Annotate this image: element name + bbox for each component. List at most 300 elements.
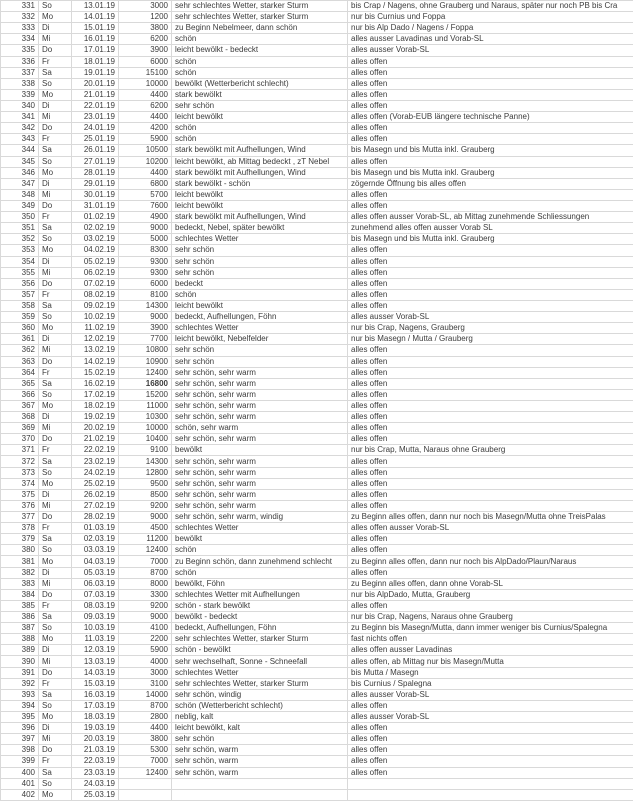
cell-row-number[interactable]: 369	[1, 423, 39, 434]
cell-date[interactable]: 22.03.19	[72, 756, 119, 767]
cell-row-number[interactable]: 381	[1, 556, 39, 567]
cell-weekday[interactable]: Mo	[39, 167, 72, 178]
cell-date[interactable]: 01.02.19	[72, 212, 119, 223]
cell-weekday[interactable]: Fr	[39, 445, 72, 456]
cell-lift-status[interactable]: alles offen	[348, 278, 633, 289]
cell-visitor-count[interactable]: 6200	[119, 100, 172, 111]
cell-row-number[interactable]: 388	[1, 634, 39, 645]
cell-weekday[interactable]: Mi	[39, 34, 72, 45]
cell-row-number[interactable]: 376	[1, 500, 39, 511]
cell-row-number[interactable]: 342	[1, 123, 39, 134]
cell-visitor-count[interactable]: 6000	[119, 56, 172, 67]
cell-visitor-count[interactable]: 8700	[119, 700, 172, 711]
cell-date[interactable]: 11.02.19	[72, 323, 119, 334]
cell-lift-status[interactable]: alles offen	[348, 367, 633, 378]
cell-weekday[interactable]: Mo	[39, 712, 72, 723]
cell-weekday[interactable]: Di	[39, 412, 72, 423]
cell-date[interactable]: 06.03.19	[72, 578, 119, 589]
cell-lift-status[interactable]: nur bis Crap, Nagens, Naraus ohne Grauberg	[348, 612, 633, 623]
cell-lift-status[interactable]: zu Beginn alles offen, dann nur noch bis Masegn/Mutta ohne TreisPalas	[348, 512, 633, 523]
cell-date[interactable]: 03.03.19	[72, 545, 119, 556]
cell-weather[interactable]: stark bewölkt - schön	[172, 178, 348, 189]
cell-row-number[interactable]: 375	[1, 489, 39, 500]
cell-row-number[interactable]: 349	[1, 200, 39, 211]
cell-lift-status[interactable]: alles offen	[348, 189, 633, 200]
cell-date[interactable]: 07.03.19	[72, 589, 119, 600]
cell-weekday[interactable]: Mi	[39, 189, 72, 200]
cell-visitor-count[interactable]: 7700	[119, 334, 172, 345]
cell-weekday[interactable]: Do	[39, 434, 72, 445]
cell-lift-status[interactable]: alles offen	[348, 345, 633, 356]
cell-visitor-count[interactable]: 12400	[119, 545, 172, 556]
cell-visitor-count[interactable]: 3000	[119, 1, 172, 12]
cell-row-number[interactable]: 387	[1, 623, 39, 634]
cell-weekday[interactable]: Fr	[39, 212, 72, 223]
cell-visitor-count[interactable]: 4400	[119, 112, 172, 123]
cell-visitor-count[interactable]: 6000	[119, 278, 172, 289]
cell-weekday[interactable]: So	[39, 623, 72, 634]
cell-lift-status[interactable]: alles ausser Vorab-SL	[348, 712, 633, 723]
cell-visitor-count[interactable]: 9000	[119, 223, 172, 234]
cell-weather[interactable]: bewölkt - bedeckt	[172, 612, 348, 623]
cell-weekday[interactable]: Sa	[39, 145, 72, 156]
cell-weekday[interactable]: Do	[39, 356, 72, 367]
cell-weekday[interactable]: Fr	[39, 289, 72, 300]
cell-weekday[interactable]: So	[39, 467, 72, 478]
cell-date[interactable]: 10.03.19	[72, 623, 119, 634]
cell-date[interactable]: 04.02.19	[72, 245, 119, 256]
cell-row-number[interactable]: 358	[1, 300, 39, 311]
cell-weather[interactable]: stark bewölkt mit Aufhellungen, Wind	[172, 212, 348, 223]
cell-visitor-count[interactable]: 8500	[119, 489, 172, 500]
cell-weather[interactable]: sehr schön, warm	[172, 767, 348, 778]
cell-row-number[interactable]: 359	[1, 312, 39, 323]
cell-date[interactable]: 12.03.19	[72, 645, 119, 656]
cell-weather[interactable]: leicht bewölkt, kalt	[172, 723, 348, 734]
cell-row-number[interactable]: 353	[1, 245, 39, 256]
cell-weather[interactable]: leicht bewölkt	[172, 300, 348, 311]
cell-weekday[interactable]: Mi	[39, 734, 72, 745]
cell-visitor-count[interactable]: 10200	[119, 156, 172, 167]
cell-visitor-count[interactable]	[119, 778, 172, 789]
cell-visitor-count[interactable]: 14000	[119, 689, 172, 700]
cell-weather[interactable]: sehr schlechtes Wetter, starker Sturm	[172, 1, 348, 12]
cell-lift-status[interactable]: zu Beginn alles offen, dann ohne Vorab-SL	[348, 578, 633, 589]
cell-date[interactable]: 14.02.19	[72, 356, 119, 367]
cell-lift-status[interactable]: alles offen	[348, 200, 633, 211]
cell-visitor-count[interactable]: 8100	[119, 289, 172, 300]
cell-weekday[interactable]: So	[39, 78, 72, 89]
cell-visitor-count[interactable]: 14300	[119, 456, 172, 467]
cell-visitor-count[interactable]: 11200	[119, 534, 172, 545]
cell-weather[interactable]: bedeckt, Nebel, später bewölkt	[172, 223, 348, 234]
cell-weekday[interactable]: Di	[39, 178, 72, 189]
cell-date[interactable]: 13.03.19	[72, 656, 119, 667]
cell-date[interactable]: 20.03.19	[72, 734, 119, 745]
cell-lift-status[interactable]: alles offen	[348, 378, 633, 389]
cell-date[interactable]: 05.02.19	[72, 256, 119, 267]
cell-row-number[interactable]: 380	[1, 545, 39, 556]
cell-lift-status[interactable]: bis Curnius / Spalegna	[348, 678, 633, 689]
cell-date[interactable]: 15.02.19	[72, 367, 119, 378]
cell-lift-status[interactable]: nur bis Crap, Mutta, Naraus ohne Grauberg	[348, 445, 633, 456]
cell-date[interactable]: 13.02.19	[72, 345, 119, 356]
cell-lift-status[interactable]: alles offen	[348, 123, 633, 134]
cell-row-number[interactable]: 346	[1, 167, 39, 178]
cell-weekday[interactable]: Mo	[39, 245, 72, 256]
cell-weekday[interactable]: Mo	[39, 89, 72, 100]
cell-visitor-count[interactable]: 7600	[119, 200, 172, 211]
cell-weekday[interactable]: Fr	[39, 134, 72, 145]
cell-row-number[interactable]: 389	[1, 645, 39, 656]
cell-date[interactable]: 25.01.19	[72, 134, 119, 145]
cell-date[interactable]: 28.02.19	[72, 512, 119, 523]
cell-weekday[interactable]: Do	[39, 745, 72, 756]
cell-weekday[interactable]: So	[39, 778, 72, 789]
cell-row-number[interactable]: 394	[1, 700, 39, 711]
cell-lift-status[interactable]: alles offen	[348, 134, 633, 145]
cell-date[interactable]: 25.02.19	[72, 478, 119, 489]
cell-row-number[interactable]: 331	[1, 1, 39, 12]
cell-date[interactable]: 21.03.19	[72, 745, 119, 756]
cell-row-number[interactable]: 334	[1, 34, 39, 45]
cell-date[interactable]: 20.02.19	[72, 423, 119, 434]
cell-visitor-count[interactable]: 1200	[119, 12, 172, 23]
cell-lift-status[interactable]: alles offen	[348, 67, 633, 78]
cell-lift-status[interactable]: alles offen	[348, 489, 633, 500]
cell-weather[interactable]: schlechtes Wetter	[172, 234, 348, 245]
cell-visitor-count[interactable]: 8700	[119, 567, 172, 578]
cell-weather[interactable]: bedeckt, Aufhellungen, Föhn	[172, 312, 348, 323]
cell-weather[interactable]: stark bewölkt mit Aufhellungen, Wind	[172, 145, 348, 156]
cell-date[interactable]: 17.01.19	[72, 45, 119, 56]
cell-lift-status[interactable]: nur bis Curnius und Foppa	[348, 12, 633, 23]
cell-row-number[interactable]: 337	[1, 67, 39, 78]
cell-lift-status[interactable]: alles offen	[348, 156, 633, 167]
cell-lift-status[interactable]: nur bis Masegn / Mutta / Grauberg	[348, 334, 633, 345]
cell-weekday[interactable]: Do	[39, 45, 72, 56]
cell-weather[interactable]: schlechtes Wetter	[172, 523, 348, 534]
cell-weekday[interactable]: Mi	[39, 578, 72, 589]
cell-weekday[interactable]: Mo	[39, 478, 72, 489]
cell-date[interactable]: 03.02.19	[72, 234, 119, 245]
cell-weather[interactable]: schlechtes Wetter	[172, 667, 348, 678]
cell-lift-status[interactable]	[348, 778, 633, 789]
cell-date[interactable]: 26.02.19	[72, 489, 119, 500]
cell-date[interactable]: 01.03.19	[72, 523, 119, 534]
cell-weather[interactable]: schön	[172, 34, 348, 45]
cell-visitor-count[interactable]: 9300	[119, 267, 172, 278]
cell-visitor-count[interactable]: 3800	[119, 23, 172, 34]
cell-lift-status[interactable]: zu Beginn alles offen, dann nur noch bis AlpDado/Plaun/Naraus	[348, 556, 633, 567]
cell-visitor-count[interactable]: 6200	[119, 34, 172, 45]
cell-lift-status[interactable]: alles offen	[348, 289, 633, 300]
cell-date[interactable]: 02.03.19	[72, 534, 119, 545]
cell-date[interactable]: 24.03.19	[72, 778, 119, 789]
cell-visitor-count[interactable]: 12800	[119, 467, 172, 478]
cell-weather[interactable]: sehr schön, sehr warm	[172, 434, 348, 445]
cell-visitor-count[interactable]: 14300	[119, 300, 172, 311]
cell-weekday[interactable]: Mi	[39, 345, 72, 356]
cell-row-number[interactable]: 333	[1, 23, 39, 34]
cell-weather[interactable]: leicht bewölkt	[172, 200, 348, 211]
cell-lift-status[interactable]: zu Beginn bis Masegn/Mutta, dann immer weniger bis Curnius/Spalegna	[348, 623, 633, 634]
cell-visitor-count[interactable]: 7000	[119, 756, 172, 767]
cell-date[interactable]: 20.01.19	[72, 78, 119, 89]
cell-weather[interactable]: zu Beginn Nebelmeer, dann schön	[172, 23, 348, 34]
cell-weekday[interactable]: So	[39, 234, 72, 245]
cell-date[interactable]: 05.03.19	[72, 567, 119, 578]
cell-weather[interactable]: leicht bewölkt	[172, 189, 348, 200]
cell-visitor-count[interactable]: 5300	[119, 745, 172, 756]
cell-row-number[interactable]: 371	[1, 445, 39, 456]
cell-weather[interactable]: sehr schön, sehr warm	[172, 456, 348, 467]
cell-lift-status[interactable]: alles offen	[348, 300, 633, 311]
cell-weather[interactable]: sehr schlechtes Wetter, starker Sturm	[172, 12, 348, 23]
cell-weather[interactable]: schön	[172, 123, 348, 134]
cell-weather[interactable]: sehr schön	[172, 356, 348, 367]
cell-visitor-count[interactable]: 5900	[119, 645, 172, 656]
cell-row-number[interactable]: 396	[1, 723, 39, 734]
cell-row-number[interactable]: 378	[1, 523, 39, 534]
cell-date[interactable]: 09.03.19	[72, 612, 119, 623]
cell-date[interactable]: 17.02.19	[72, 389, 119, 400]
cell-weather[interactable]: schlechtes Wetter	[172, 323, 348, 334]
cell-date[interactable]: 23.01.19	[72, 112, 119, 123]
cell-weekday[interactable]: Sa	[39, 67, 72, 78]
cell-visitor-count[interactable]: 4900	[119, 212, 172, 223]
cell-weekday[interactable]: Sa	[39, 612, 72, 623]
cell-lift-status[interactable]: bis Masegn und bis Mutta inkl. Grauberg	[348, 234, 633, 245]
cell-visitor-count[interactable]: 4400	[119, 89, 172, 100]
cell-visitor-count[interactable]: 3300	[119, 589, 172, 600]
cell-date[interactable]: 29.01.19	[72, 178, 119, 189]
cell-weather[interactable]: schön - stark bewölkt	[172, 600, 348, 611]
cell-row-number[interactable]: 379	[1, 534, 39, 545]
cell-row-number[interactable]: 391	[1, 667, 39, 678]
cell-weekday[interactable]: Sa	[39, 534, 72, 545]
cell-date[interactable]: 08.03.19	[72, 600, 119, 611]
cell-date[interactable]: 18.03.19	[72, 712, 119, 723]
cell-row-number[interactable]: 357	[1, 289, 39, 300]
cell-row-number[interactable]: 366	[1, 389, 39, 400]
cell-visitor-count[interactable]: 9500	[119, 478, 172, 489]
cell-weather[interactable]: sehr schön, sehr warm	[172, 478, 348, 489]
cell-row-number[interactable]: 402	[1, 789, 39, 800]
cell-weekday[interactable]: Mo	[39, 789, 72, 800]
cell-date[interactable]: 21.01.19	[72, 89, 119, 100]
cell-lift-status[interactable]: alles offen	[348, 545, 633, 556]
cell-row-number[interactable]: 398	[1, 745, 39, 756]
cell-visitor-count[interactable]: 9200	[119, 500, 172, 511]
cell-row-number[interactable]: 352	[1, 234, 39, 245]
cell-weather[interactable]: sehr schön, sehr warm	[172, 389, 348, 400]
cell-visitor-count[interactable]: 4000	[119, 656, 172, 667]
cell-row-number[interactable]: 382	[1, 567, 39, 578]
cell-date[interactable]: 04.03.19	[72, 556, 119, 567]
cell-date[interactable]: 16.02.19	[72, 378, 119, 389]
cell-visitor-count[interactable]: 10000	[119, 78, 172, 89]
cell-weather[interactable]: sehr schön	[172, 345, 348, 356]
cell-visitor-count[interactable]: 4500	[119, 523, 172, 534]
cell-row-number[interactable]: 367	[1, 400, 39, 411]
cell-weather[interactable]: schön	[172, 545, 348, 556]
cell-visitor-count[interactable]: 3000	[119, 667, 172, 678]
cell-row-number[interactable]: 336	[1, 56, 39, 67]
cell-weather[interactable]: sehr schlechtes Wetter, starker Sturm	[172, 678, 348, 689]
cell-weather[interactable]: sehr wechselhaft, Sonne - Schneefall	[172, 656, 348, 667]
cell-weekday[interactable]: Fr	[39, 523, 72, 534]
cell-weather[interactable]: schön (Wetterbericht schlecht)	[172, 700, 348, 711]
cell-date[interactable]: 24.02.19	[72, 467, 119, 478]
cell-lift-status[interactable]: alles offen	[348, 534, 633, 545]
cell-weekday[interactable]: Fr	[39, 678, 72, 689]
cell-date[interactable]: 18.02.19	[72, 400, 119, 411]
cell-visitor-count[interactable]: 9200	[119, 600, 172, 611]
cell-weekday[interactable]: Do	[39, 667, 72, 678]
cell-row-number[interactable]: 362	[1, 345, 39, 356]
cell-row-number[interactable]: 386	[1, 612, 39, 623]
cell-weather[interactable]: sehr schlechtes Wetter, starker Sturm	[172, 634, 348, 645]
cell-visitor-count[interactable]: 16800	[119, 378, 172, 389]
cell-visitor-count[interactable]: 10900	[119, 356, 172, 367]
cell-weather[interactable]: sehr schön	[172, 245, 348, 256]
cell-row-number[interactable]: 372	[1, 456, 39, 467]
cell-lift-status[interactable]: alles offen	[348, 400, 633, 411]
cell-lift-status[interactable]: alles offen	[348, 267, 633, 278]
cell-lift-status[interactable]: alles offen	[348, 767, 633, 778]
cell-weekday[interactable]: So	[39, 312, 72, 323]
cell-lift-status[interactable]: alles offen	[348, 56, 633, 67]
cell-weekday[interactable]: Do	[39, 200, 72, 211]
cell-lift-status[interactable]: alles offen	[348, 467, 633, 478]
cell-weekday[interactable]: Sa	[39, 689, 72, 700]
cell-row-number[interactable]: 347	[1, 178, 39, 189]
cell-lift-status[interactable]: bis Mutta / Masegn	[348, 667, 633, 678]
cell-visitor-count[interactable]: 4400	[119, 167, 172, 178]
cell-weekday[interactable]: So	[39, 700, 72, 711]
cell-row-number[interactable]: 340	[1, 100, 39, 111]
cell-visitor-count[interactable]: 6800	[119, 178, 172, 189]
cell-visitor-count[interactable]: 9000	[119, 512, 172, 523]
cell-weather[interactable]: leicht bewölkt, Nebelfelder	[172, 334, 348, 345]
cell-row-number[interactable]: 351	[1, 223, 39, 234]
cell-visitor-count[interactable]: 10300	[119, 412, 172, 423]
cell-date[interactable]: 09.02.19	[72, 300, 119, 311]
cell-weekday[interactable]: Mo	[39, 323, 72, 334]
cell-row-number[interactable]: 341	[1, 112, 39, 123]
cell-lift-status[interactable]	[348, 789, 633, 800]
cell-visitor-count[interactable]: 10400	[119, 434, 172, 445]
cell-date[interactable]: 19.03.19	[72, 723, 119, 734]
cell-weather[interactable]: schön - bewölkt	[172, 645, 348, 656]
cell-weekday[interactable]: Di	[39, 723, 72, 734]
cell-visitor-count[interactable]: 5000	[119, 234, 172, 245]
cell-visitor-count[interactable]: 15100	[119, 67, 172, 78]
cell-lift-status[interactable]: bis Crap / Nagens, ohne Grauberg und Naraus, später nur noch PB bis Cra	[348, 1, 633, 12]
cell-row-number[interactable]: 385	[1, 600, 39, 611]
cell-date[interactable]: 18.01.19	[72, 56, 119, 67]
cell-row-number[interactable]: 374	[1, 478, 39, 489]
cell-date[interactable]: 26.01.19	[72, 145, 119, 156]
cell-date[interactable]: 23.02.19	[72, 456, 119, 467]
cell-lift-status[interactable]: alles offen	[348, 89, 633, 100]
cell-row-number[interactable]: 335	[1, 45, 39, 56]
cell-date[interactable]: 31.01.19	[72, 200, 119, 211]
cell-weekday[interactable]: So	[39, 545, 72, 556]
cell-lift-status[interactable]: alles offen	[348, 434, 633, 445]
cell-lift-status[interactable]: bis Masegn und bis Mutta inkl. Grauberg	[348, 167, 633, 178]
cell-visitor-count[interactable]: 2800	[119, 712, 172, 723]
cell-visitor-count[interactable]: 3800	[119, 734, 172, 745]
cell-row-number[interactable]: 345	[1, 156, 39, 167]
cell-lift-status[interactable]: alles offen	[348, 745, 633, 756]
cell-weekday[interactable]: Sa	[39, 223, 72, 234]
cell-visitor-count[interactable]: 4400	[119, 723, 172, 734]
cell-lift-status[interactable]: alles offen ausser Vorab-SL	[348, 523, 633, 534]
cell-visitor-count[interactable]: 8000	[119, 578, 172, 589]
cell-date[interactable]: 23.03.19	[72, 767, 119, 778]
cell-weekday[interactable]: Di	[39, 334, 72, 345]
cell-lift-status[interactable]: alles offen	[348, 734, 633, 745]
cell-row-number[interactable]: 361	[1, 334, 39, 345]
cell-lift-status[interactable]: alles offen	[348, 478, 633, 489]
cell-lift-status[interactable]: zunehmend alles offen ausser Vorab SL	[348, 223, 633, 234]
cell-lift-status[interactable]: alles offen	[348, 256, 633, 267]
cell-row-number[interactable]: 392	[1, 678, 39, 689]
cell-lift-status[interactable]: alles ausser Vorab-SL	[348, 689, 633, 700]
cell-weather[interactable]: sehr schön, sehr warm	[172, 412, 348, 423]
cell-weather[interactable]: sehr schön, sehr warm	[172, 367, 348, 378]
cell-date[interactable]: 08.02.19	[72, 289, 119, 300]
cell-row-number[interactable]: 390	[1, 656, 39, 667]
cell-visitor-count[interactable]: 9000	[119, 312, 172, 323]
cell-date[interactable]: 21.02.19	[72, 434, 119, 445]
cell-weekday[interactable]: Fr	[39, 600, 72, 611]
cell-lift-status[interactable]: nur bis Alp Dado / Nagens / Foppa	[348, 23, 633, 34]
cell-weather[interactable]: bewölkt	[172, 445, 348, 456]
cell-weekday[interactable]: Mo	[39, 556, 72, 567]
cell-weekday[interactable]: Mo	[39, 12, 72, 23]
cell-visitor-count[interactable]: 10000	[119, 423, 172, 434]
cell-visitor-count[interactable]: 10800	[119, 345, 172, 356]
cell-visitor-count[interactable]: 3900	[119, 45, 172, 56]
cell-visitor-count[interactable]: 4100	[119, 623, 172, 634]
cell-weather[interactable]	[172, 778, 348, 789]
cell-weather[interactable]: bewölkt (Wetterbericht schlecht)	[172, 78, 348, 89]
cell-weekday[interactable]: Fr	[39, 367, 72, 378]
cell-weather[interactable]: bedeckt, Aufhellungen, Föhn	[172, 623, 348, 634]
cell-date[interactable]: 22.01.19	[72, 100, 119, 111]
cell-lift-status[interactable]: alles offen, ab Mittag nur bis Masegn/Mutta	[348, 656, 633, 667]
cell-row-number[interactable]: 383	[1, 578, 39, 589]
cell-lift-status[interactable]: alles offen	[348, 723, 633, 734]
cell-visitor-count[interactable]: 12400	[119, 367, 172, 378]
cell-weekday[interactable]: Di	[39, 100, 72, 111]
cell-visitor-count[interactable]: 7000	[119, 556, 172, 567]
cell-date[interactable]: 15.03.19	[72, 678, 119, 689]
cell-weekday[interactable]: Mi	[39, 423, 72, 434]
cell-lift-status[interactable]: alles offen	[348, 700, 633, 711]
cell-row-number[interactable]: 360	[1, 323, 39, 334]
cell-visitor-count[interactable]: 12400	[119, 767, 172, 778]
cell-weekday[interactable]: Di	[39, 256, 72, 267]
cell-weather[interactable]: sehr schön, warm	[172, 745, 348, 756]
cell-row-number[interactable]: 377	[1, 512, 39, 523]
cell-date[interactable]: 16.01.19	[72, 34, 119, 45]
cell-row-number[interactable]: 397	[1, 734, 39, 745]
cell-lift-status[interactable]: alles offen	[348, 356, 633, 367]
